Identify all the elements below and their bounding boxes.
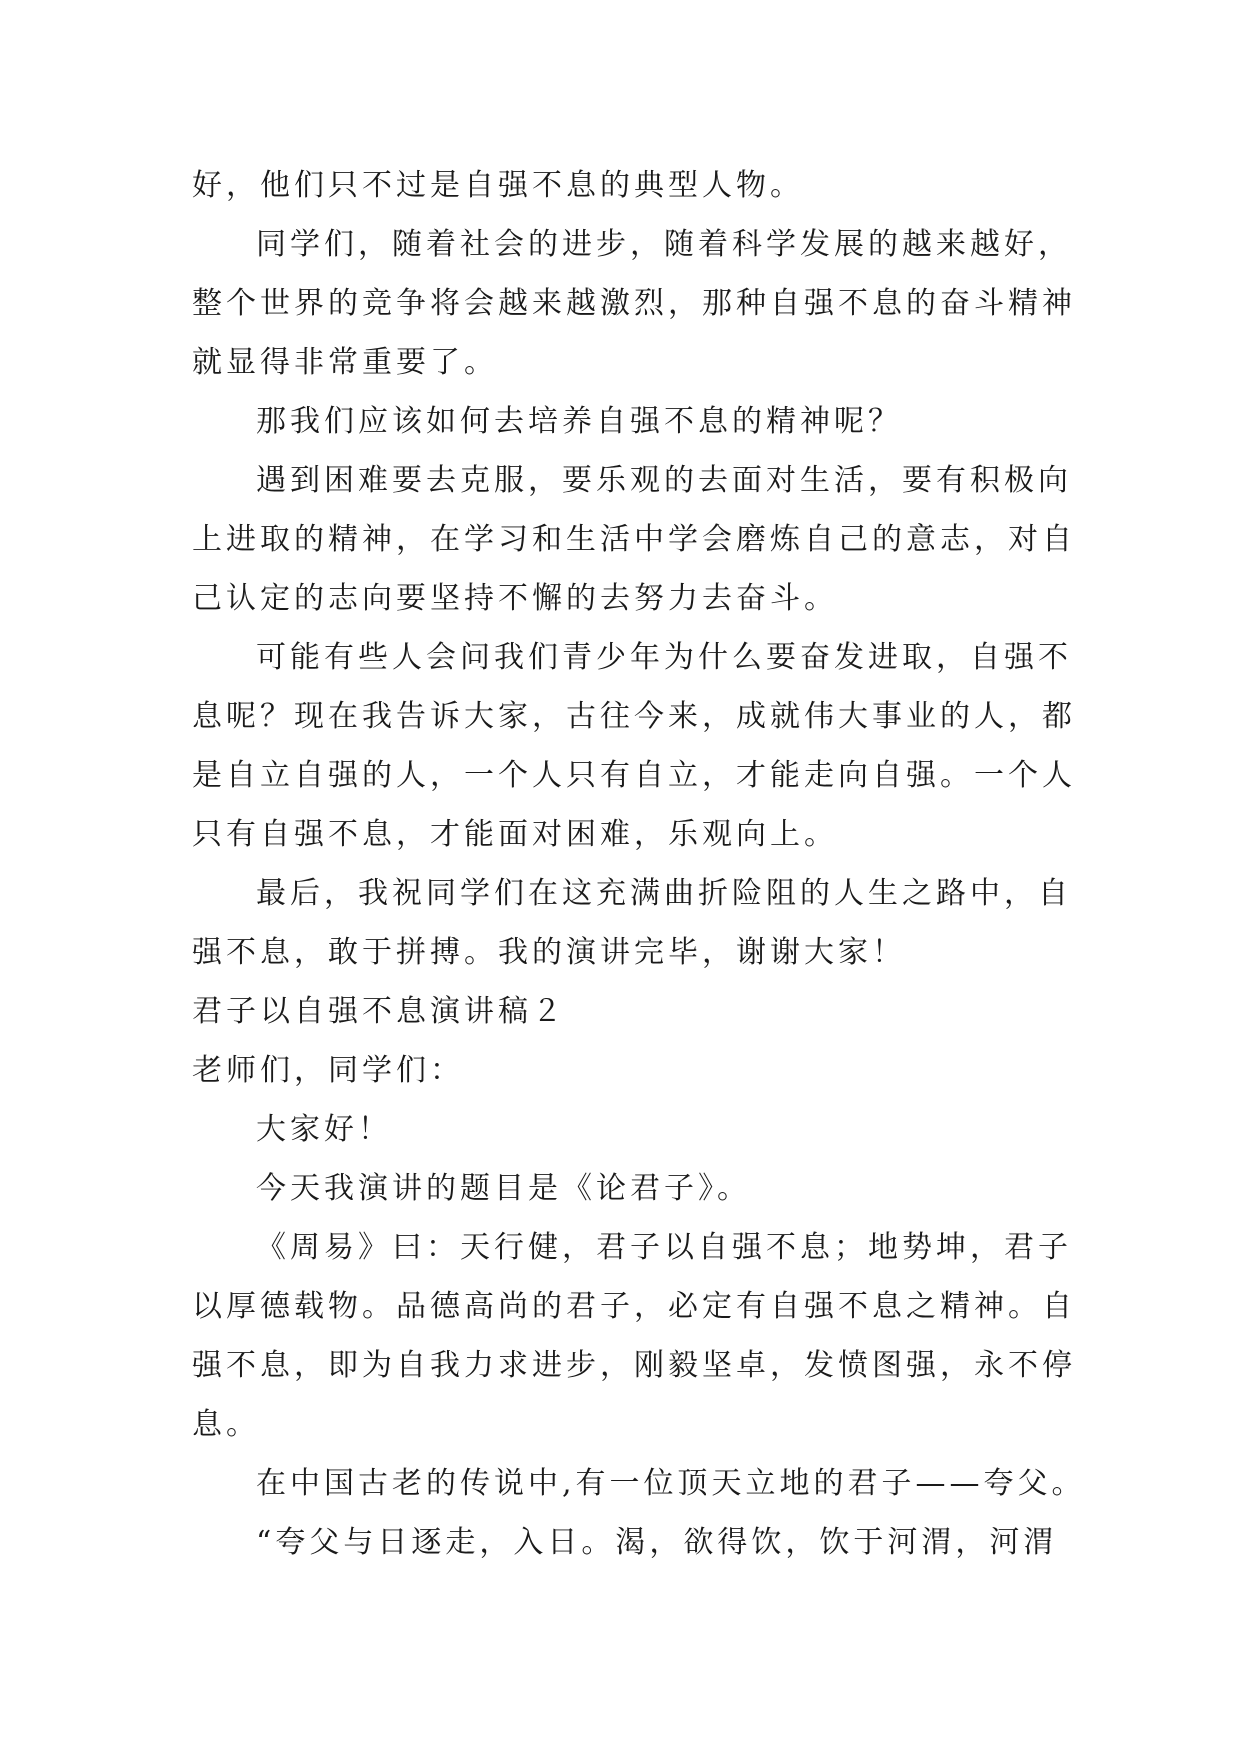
text-line: 整个世界的竞争将会越来越激烈，那种自强不息的奋斗精神 [192, 286, 1076, 321]
text-line: 息呢？现在我告诉大家，古往今来，成就伟大事业的人，都 [192, 699, 1076, 734]
text-line: 好，他们只不过是自强不息的典型人物。 [192, 168, 804, 203]
text-line: 那我们应该如何去培养自强不息的精神呢？ [256, 404, 902, 439]
text-line: 就显得非常重要了。 [192, 345, 498, 380]
text-line: 是自立自强的人，一个人只有自立，才能走向自强。一个人 [192, 758, 1076, 793]
text-line: 今天我演讲的题目是《论君子》。 [256, 1171, 751, 1206]
text-line: 可能有些人会问我们青少年为什么要奋发进取，自强不 [256, 640, 1072, 675]
text-line: 上进取的精神，在学习和生活中学会磨炼自己的意志，对自 [192, 522, 1076, 557]
salutation: 老师们，同学们： [192, 1053, 464, 1088]
text-line: 息。 [192, 1407, 260, 1442]
text-line: 只有自强不息，才能面对困难，乐观向上。 [192, 817, 838, 852]
text-line: “夸父与日逐走，入日。渴，欲得饮，饮于河渭，河渭 [256, 1525, 1058, 1560]
text-line: 强不息，即为自我力求进步，刚毅坚卓，发愤图强，永不停 [192, 1348, 1076, 1383]
section-title: 君子以自强不息演讲稿２ [192, 994, 566, 1029]
text-line: 《周易》曰：天行健，君子以自强不息；地势坤，君子 [256, 1230, 1072, 1265]
text-line: 己认定的志向要坚持不懈的去努力去奋斗。 [192, 581, 838, 616]
text-line: 遇到困难要去克服，要乐观的去面对生活，要有积极向 [256, 463, 1072, 498]
text-line: 同学们，随着社会的进步，随着科学发展的越来越好， [256, 227, 1072, 262]
text-line: 大家好！ [256, 1112, 392, 1147]
text-line: 以厚德载物。品德高尚的君子，必定有自强不息之精神。自 [192, 1289, 1076, 1324]
text-line: 在中国古老的传说中,有一位顶天立地的君子——夸父。 [256, 1466, 1086, 1501]
text-line: 强不息，敢于拼搏。我的演讲完毕，谢谢大家！ [192, 935, 906, 970]
document-body [192, 156, 1086, 1572]
text-line: 最后，我祝同学们在这充满曲折险阻的人生之路中，自 [256, 876, 1072, 911]
